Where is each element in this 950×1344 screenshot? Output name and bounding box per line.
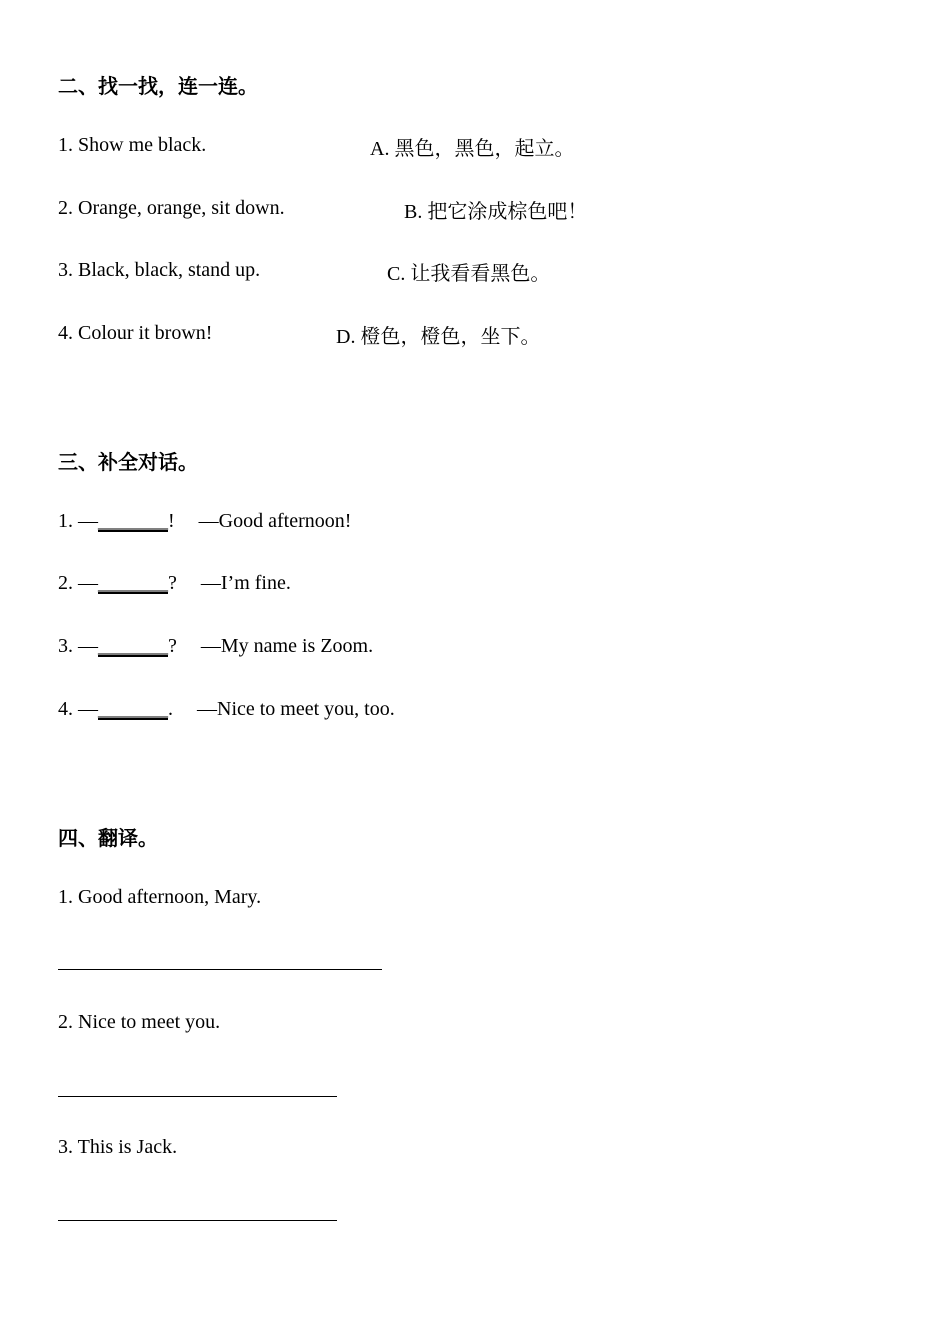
match-right-b-text: 把它涂成棕色吧！: [427, 199, 588, 223]
match-right-a: [370, 132, 574, 161]
match-right-d-text: 橙色，橙色，坐下。: [360, 324, 541, 348]
answer-line-1[interactable]: [58, 969, 382, 970]
dialog-item-4: [58, 698, 395, 721]
dialog-item-1-num: 1. —: [58, 510, 98, 532]
dialog-item-4-num: 4. —: [58, 698, 98, 720]
dialog-item-3-num: 3. —: [58, 635, 98, 657]
translate-item-1: 1. Good afternoon, Mary.: [58, 886, 262, 908]
match-right-d-letter: D.: [336, 326, 361, 348]
dialog-blank-2[interactable]: _______: [98, 572, 168, 594]
translate-item-2: 2. Nice to meet you.: [58, 1011, 221, 1033]
match-right-a-text: 黑色，黑色，起立。: [394, 136, 575, 160]
dialog-item-2: [58, 572, 291, 595]
section4-title: 四、翻译。: [58, 826, 158, 850]
match-right-b: [404, 195, 587, 224]
match-right-d: [336, 320, 540, 349]
dialog-item-1-answer: —Good afternoon!: [198, 510, 352, 532]
dialog-item-2-answer: —I’m fine.: [200, 572, 291, 594]
match-right-c-letter: C.: [387, 263, 411, 285]
match-left-1: 1. Show me black.: [58, 134, 207, 156]
dialog-item-3-answer: —My name is Zoom.: [200, 635, 374, 657]
dialog-blank-3[interactable]: _______: [98, 635, 168, 657]
match-right-c-text: 让我看看黑色。: [410, 261, 551, 285]
section2-title: 二、找一找，连一连。: [58, 74, 258, 98]
dialog-item-2-punct: ?: [168, 572, 177, 594]
match-left-4: 4. Colour it brown!: [58, 322, 213, 344]
match-right-a-letter: A.: [370, 138, 395, 160]
dialog-item-3-punct: ?: [168, 635, 177, 657]
answer-line-2[interactable]: [58, 1096, 337, 1097]
dialog-blank-4[interactable]: _______: [98, 698, 168, 720]
dialog-item-1-punct: !: [168, 510, 175, 532]
match-right-b-letter: B.: [404, 201, 428, 223]
dialog-item-1: [58, 510, 351, 533]
match-left-2: 2. Orange, orange, sit down.: [58, 197, 285, 219]
dialog-item-4-answer: —Nice to meet you, too.: [197, 698, 395, 720]
dialog-item-4-punct: .: [168, 698, 173, 720]
dialog-blank-1[interactable]: _______: [98, 510, 168, 532]
dialog-item-2-num: 2. —: [58, 572, 98, 594]
translate-item-3: 3. This is Jack.: [58, 1136, 178, 1158]
section3-title: 三、补全对话。: [58, 450, 198, 474]
match-right-c: [387, 257, 550, 286]
dialog-item-3: [58, 635, 373, 658]
match-left-3: 3. Black, black, stand up.: [58, 259, 261, 281]
answer-line-3[interactable]: [58, 1220, 337, 1221]
